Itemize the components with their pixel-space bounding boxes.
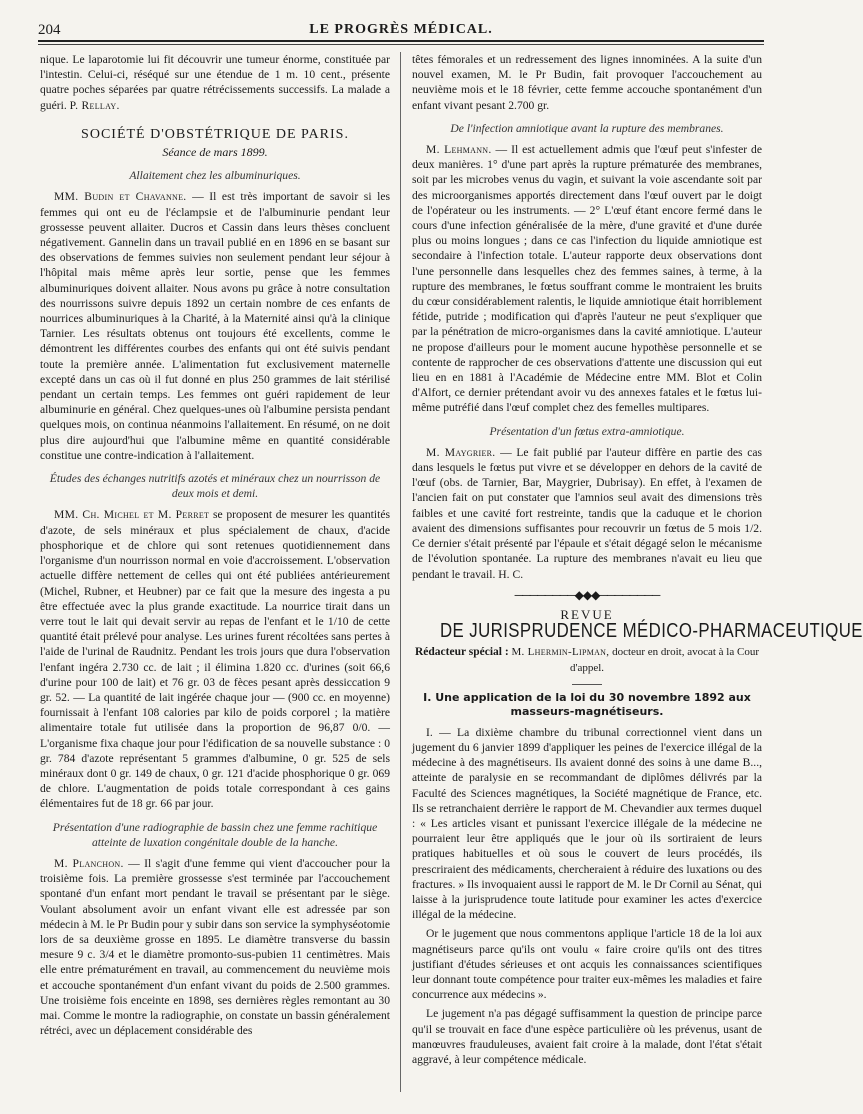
section-title-echanges: Études des échanges nutritifs azotés et minéraux chez un nourrisson de deux mois et demi. [49, 472, 381, 501]
revue-title: DE JURISPRUDENCE MÉDICO-PHARMACEUTIQUE [440, 620, 863, 643]
section-title-infection: De l'infection amniotique avant la rupture des membranes. [450, 121, 724, 135]
article-paragraph-3: Le jugement n'a pas dégagé suffisamment la question de principe parce qu'il se trouvait en face d'une espèce particulière où les prévenus, usant de manœuvres frauduleuses, avaient fait croire à la malade, dont l'état s'était aggravé, à leur compétence médicale. [412, 1007, 762, 1066]
short-rule [572, 684, 602, 685]
page-header [38, 20, 764, 42]
article-paragraph-2: Or le jugement que nous commentons applique l'article 18 de la loi aux magnétiseurs parce qu'ils ont voulu « faire croire qu'ils ont des titres justifiant d'études sérieuses et ont acquis les connaissances scientifiques leur donnant toute compétence pour traiter eux-mêmes les maladies et faire concurrence aux médecins ». [412, 927, 762, 1002]
paragraph-radiographie: M. Planchon. — Il s'agit d'une femme qui vient d'accoucher pour la troisième fois. La première grossesse s'est terminée par l'accouchement spontané d'un enfant mort pendant le travail se présentant par le siège. Voulant absolument avoir un enfant vivant elle est adressée par son médecin à M. le Pr Budin pour y subir dans son service la symphyséotomie lors de sa deuxième grosse en 1895. Le diamètre transverse du bassin mesure 9 c. 3/4 et le diamètre promonto-sus-pubien 11 centimètres. Mais elle entre prématurément en travail, au commencement du neuvième mois et accouche spontanément d'un enfant vivant du poids de 2.500 grammes. Une troisième fois enceinte en 1898, ses dernières règles remontant au 30 mai. Comme le montre la radiographie, on constate un bassin généralement rétréci, avec un déplacement considérable des [40, 856, 390, 1038]
right-column [412, 52, 863, 1097]
section-title-allaitement: Allaitement chez les albuminuriques. [129, 169, 301, 183]
paragraph-echanges: MM. Ch. Michel et M. Perret se proposent de mesurer les quantités d'azote, de sels minéraux et plus spécialement de chaux, d'acide phosphorique et de chlore qui sont retenues quotidiennement dans l'organisme d'un nourrisson normal en voie d'accroissement. L'observation actuelle diffère nettement de celles qui ont été publiées antérieurement (Michel, Rubner, et Heubner) par ce fait que la mesure des ingesta a pu être effectuée avec la plus grande exactitude. La nourrice tirait dans un verre tout le lait qui devait servir au repas de l'enfant et le 1/10 de cette quantité était prélevé pour analyse. Les urines furent récoltées sans pertes à l'aide de l'urinal de Raudnitz. Pendant les trois jours que dura l'observation l'enfant ingéra 2.730 cc. de lait ; il élimina 1.820 cc. d'urines (soit 66,6 d'urine pour 100 de lait) et 76 gr. 03 de fèces pesant après dessiccation 9 gr. 52. — La quantité de lait ingérée chaque jour — (900 cc. en moyenne) fournissait à l'enfant 108 calories par kilo de poids corporel ; la matière alimentaire totale fut utilisée dans la proportion de 96,87 0/0. — L'organisme fixa chaque jour pour l'édification de sa nouvelle substance : 0 gr. 784 d'azote représentant 5 grammes d'albumine, 0 gr. 525 de sels minéraux dont 0 gr. 149 de chaux, 0 gr. 121 d'acide phosphorique 0 gr. 069 de chlore. L'augmentation de poids totale correspondant à ces gains élémentaires fut de 18 gr. 66 par jour. [40, 508, 390, 811]
article-title: I. Une application de la loi du 30 novembre 1892 aux masseurs-magnétiseurs. [423, 690, 751, 718]
intro-paragraph: nique. Le laparotomie lui fit découvrir une tumeur énorme, constituée par l'intestin. Celui-ci, réséqué sur une étendue de 1 m. 10 cent., présente quatre poches séparées par quatre rétrécissements successifs. La malade a guéri. P. Rellay. [40, 53, 390, 112]
session-date: Séance de mars 1899. [162, 145, 268, 160]
intro-signature: P. Rellay. [69, 98, 120, 112]
left-column [40, 52, 390, 1097]
article-paragraph-1: I. — La dixième chambre du tribunal correctionnel vient dans un jugement du 6 janvier 1899 d'appliquer les peines de l'exercice illégal de la médecine à des magnétiseurs. Ils avaient donné des soins à une dame B..., atteinte de paralysie en se recommandant de diplômes délivrés par la Faculté des Sciences magnétiques, la Société magnétique de France, etc. Ils se retranchaient derrière le rapport de M. Chevandier aux termes duquel : « Les articles visant et punissant l'exercice illégale de la médecine ne pourraient leur être appliqués que le jour où ils sortiraient de leurs pratiques habituelles et où sous le couvert de leurs procédés, ils prescriraient des médicaments, chercheraient à réduire des luxations ou des fractures. » Ils invoquaient aussi le rapport de M. le Dr Cornil au Sénat, qui laisse à la jurisprudence toute latitude pour examiner les actes d'exercice illégal de la médecine. [412, 725, 762, 922]
paragraph-infection: M. Lehmann. — Il est actuellement admis que l'œuf peut s'infester de deux manières. 1° d'une part après la rupture prématurée des membranes, soit par les microbes venus du vagin, et suivant la voie ascendante soit par des microorganismes apportés directement dans l'œuf ouvert par le doigt de l'opérateur ou les instruments. — 2° L'œuf étant encore fermé dans le cours d'une infection généralisée de la mère, d'une gravité et d'une durée plus ou moins longues ; dans ce cas l'infection du liquide amniotique est secondaire à l'infection totale. L'auteur rapporte deux observations dont l'une personnelle dans lesquelles chez des femmes saines, à terme, à la rupture des membranes, le fœtus souffrant comme le montraient les bruits du cœur considérablement ralentis, le liquide amniotique était horriblement fétide, putride ; modification qui d'après l'auteur ne peut s'expliquer que par la pénétration de micro-organismes dans la cavité amniotique. L'auteur ne propose d'ailleurs pour le moment aucune hypothèse personnelle et se contente de rapprocher de ces observations d'attente une discussion qui eut lieu en en 1881 à l'Académie de Médecine entre MM. Blot et Colin d'Alfort, ce dernier prétendant avoir vu des annexes fatales et le fœtus lui-même putréfié dans l'œuf complet chez des femelles multipares. [412, 143, 762, 415]
foetus-signature: H. C. [498, 567, 524, 581]
ornament-divider: ────────◆◆◆──────── [514, 587, 660, 602]
column-divider [400, 52, 401, 1092]
journal-title: LE PROGRÈS MÉDICAL. [309, 22, 493, 37]
revue-label: REVUE [560, 606, 614, 622]
header-rule [38, 44, 764, 45]
society-heading: SOCIÉTÉ D'OBSTÉTRIQUE DE PARIS. [81, 126, 349, 142]
page-number: 204 [38, 22, 61, 38]
paragraph-continuation: têtes fémorales et un redressement des lignes innominées. A la suite d'un nouvel examen, M. le Pr Budin, fait provoquer l'accouchement au neuvième mois et le 18 février, cette femme accouche spontanément d'un enfant vivant pesant 2.700 gr. [412, 53, 762, 112]
paragraph-allaitement: MM. Budin et Chavanne. — Il est très important de savoir si les femmes qui ont eu de l'éclampsie et de l'albuminurie pendant leur grossesse peuvent allaiter. Ducros et Cassin dans leurs thèses concluent négativement. Gannelin dans un travail publié en en 1896 en se basant sur des observations de femmes suivies non seulement pendant leur séjour à l'hôpital mais même après leur sortie, pense que les femmes albuminuriques doivent allaiter. Nous avons pu grâce à notre consultation des nourrissons suivre depuis 1892 un certain nombre de ces enfants de nourrices albuminuriques à la Charité, à la Maternité ainsi qu'à la clinique Tarnier. Les résultats obtenus ont toujours été excellents, comme le démontrent les différentes courbes des enfants qui ont été suivis pendant toute la première année. L'alimentation fut exclusivement maternelle excepté dans un cas où il fut donné en plus 250 grammes de lait stérilisé pendant un certain temps. Les femmes ont guéri rapidement de leur albuminurie en général. Chez quelques-unes où l'albumine persista pendant quelques mois, on continua néanmoins l'allaitement. En résumé, on ne doit plus dire aujourd'hui que l'albumine même en quantité considérable constitue une contre-indication à l'allaitement. [40, 190, 390, 462]
section-title-foetus: Présentation d'un fœtus extra-amniotique. [489, 424, 685, 438]
paragraph-foetus: M. Maygrier. — Le fait publié par l'auteur diffère en partie des cas dans lesquels le fœtus put vivre et se développer en dehors de la cavité de l'œuf (obs. de Tarnier, Bar, Maygrier, Dubrisay). En effet, à l'examen de l'ancien fait on put constater que l'amnios seul avait des dimensions très faibles et une cavité fort restreinte, tandis que la caduque et le chorion avaient des dimensions suffisantes pour recouvrir un fœtus de 5 mois 1/2. Ce dernier s'était présenté par l'épaule et s'était dégagé selon le mécanisme de l'évolution spontanée. La rupture des membranes n'avait eu lieu que pendant le travail. H. C. [412, 445, 763, 581]
section-title-radiographie: Présentation d'une radiographie de bassin chez une femme rachitique atteinte de luxation congénitale double de la hanche. [52, 820, 378, 849]
redacteur-line: Rédacteur spécial : M. Lhermin-Lipman, docteur en droit, avocat à la Cour d'appel. [415, 646, 759, 674]
